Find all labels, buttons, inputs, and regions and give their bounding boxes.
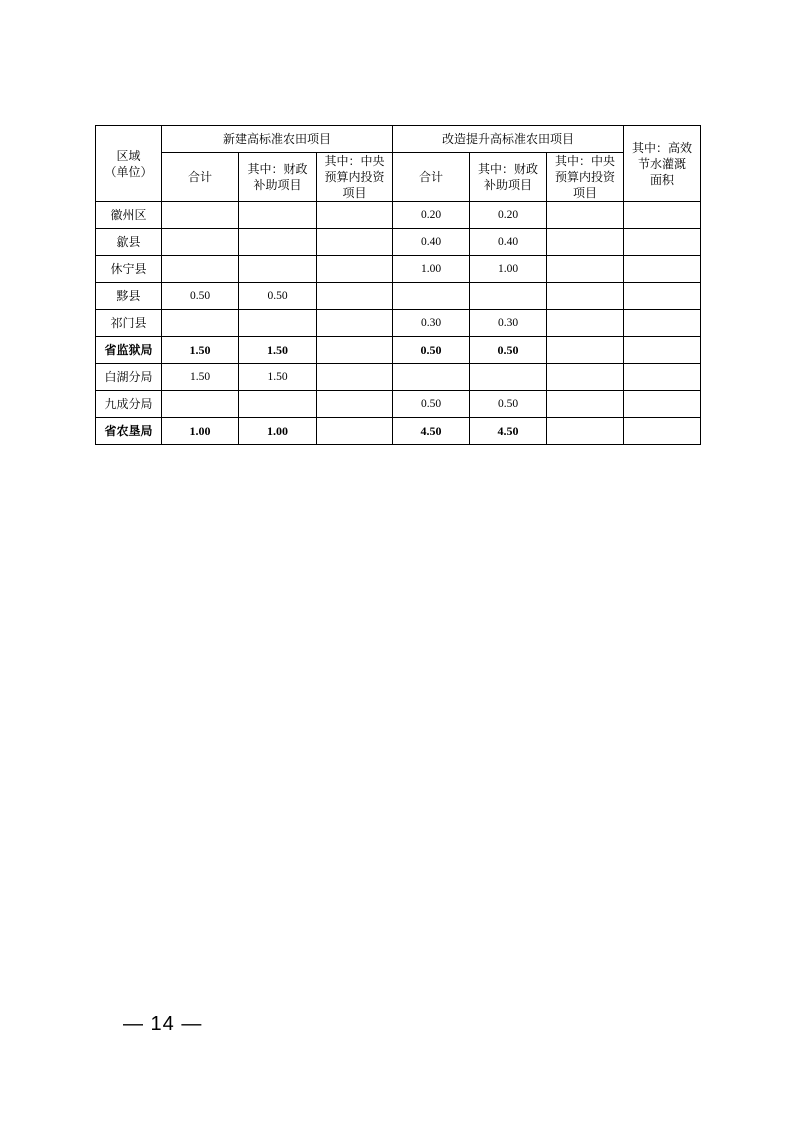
table-row [96,391,701,418]
cell-upgrade-central [547,391,624,418]
cell-region: 休宁县 [96,256,162,283]
cell-upgrade-finance: 0.30 [470,310,547,337]
cell-irrigation [624,337,701,364]
cell-region: 祁门县 [96,310,162,337]
table-row [96,364,701,391]
cell-new-finance [239,256,317,283]
header-group-new: 新建高标准农田项目 [162,126,393,153]
cell-new-total [162,202,239,229]
cell-upgrade-total: 0.40 [393,229,470,256]
cell-upgrade-total: 4.50 [393,418,470,445]
cell-new-total: 1.50 [162,364,239,391]
cell-new-total: 1.50 [162,337,239,364]
cell-upgrade-central [547,256,624,283]
cell-upgrade-finance [470,283,547,310]
cell-irrigation [624,310,701,337]
cell-irrigation [624,256,701,283]
cell-upgrade-finance: 0.20 [470,202,547,229]
cell-new-central [317,364,393,391]
cell-region: 徽州区 [96,202,162,229]
cell-new-central [317,418,393,445]
cell-new-finance [239,229,317,256]
cell-new-finance [239,391,317,418]
header-region: 区域 （单位） [96,126,162,202]
cell-new-finance [239,202,317,229]
cell-new-total: 1.00 [162,418,239,445]
header-efficient-irrigation: 其中：高效 节水灌溉 面积 [624,126,701,202]
table-body [96,202,701,445]
cell-new-total [162,256,239,283]
cell-region: 九成分局 [96,391,162,418]
cell-new-finance: 1.00 [239,418,317,445]
cell-new-central [317,391,393,418]
cell-upgrade-finance: 1.00 [470,256,547,283]
table-row [96,283,701,310]
cell-upgrade-finance [470,364,547,391]
cell-irrigation [624,229,701,256]
cell-new-central [317,283,393,310]
cell-new-central [317,229,393,256]
cell-upgrade-finance: 0.50 [470,337,547,364]
cell-upgrade-total: 0.50 [393,337,470,364]
cell-upgrade-central [547,364,624,391]
table-row [96,202,701,229]
cell-irrigation [624,418,701,445]
cell-irrigation [624,202,701,229]
cell-region: 省监狱局 [96,337,162,364]
cell-upgrade-central [547,283,624,310]
cell-upgrade-total [393,283,470,310]
header-upgrade-central: 其中：中央 预算内投资 项目 [547,153,624,202]
cell-new-finance [239,310,317,337]
header-new-finance: 其中：财政 补助项目 [239,153,317,202]
table-row [96,256,701,283]
cell-upgrade-central [547,229,624,256]
cell-upgrade-central [547,418,624,445]
cell-new-finance: 1.50 [239,337,317,364]
cell-new-central [317,202,393,229]
header-upgrade-total: 合计 [393,153,470,202]
cell-new-central [317,310,393,337]
cell-upgrade-finance: 4.50 [470,418,547,445]
project-table-container [95,125,700,445]
cell-new-finance: 1.50 [239,364,317,391]
header-group-upgrade: 改造提升高标准农田项目 [393,126,624,153]
cell-upgrade-finance: 0.50 [470,391,547,418]
cell-new-total [162,310,239,337]
cell-upgrade-total: 0.30 [393,310,470,337]
cell-new-finance: 0.50 [239,283,317,310]
cell-region: 歙县 [96,229,162,256]
cell-region: 白湖分局 [96,364,162,391]
cell-upgrade-finance: 0.40 [470,229,547,256]
cell-new-total [162,229,239,256]
cell-new-total: 0.50 [162,283,239,310]
cell-irrigation [624,364,701,391]
cell-upgrade-central [547,202,624,229]
header-upgrade-finance: 其中：财政 补助项目 [470,153,547,202]
table-row [96,337,701,364]
cell-region: 黟县 [96,283,162,310]
cell-irrigation [624,283,701,310]
header-new-central: 其中：中央 预算内投资 项目 [317,153,393,202]
cell-upgrade-total: 1.00 [393,256,470,283]
cell-upgrade-total [393,364,470,391]
cell-upgrade-central [547,337,624,364]
cell-new-total [162,391,239,418]
table-row [96,310,701,337]
page-number: — 14 — [123,1013,203,1035]
cell-upgrade-total: 0.20 [393,202,470,229]
cell-upgrade-total: 0.50 [393,391,470,418]
farmland-project-table [95,125,701,445]
cell-new-central [317,337,393,364]
header-new-total: 合计 [162,153,239,202]
cell-irrigation [624,391,701,418]
cell-region: 省农垦局 [96,418,162,445]
cell-new-central [317,256,393,283]
cell-upgrade-central [547,310,624,337]
table-row [96,229,701,256]
table-row [96,418,701,445]
